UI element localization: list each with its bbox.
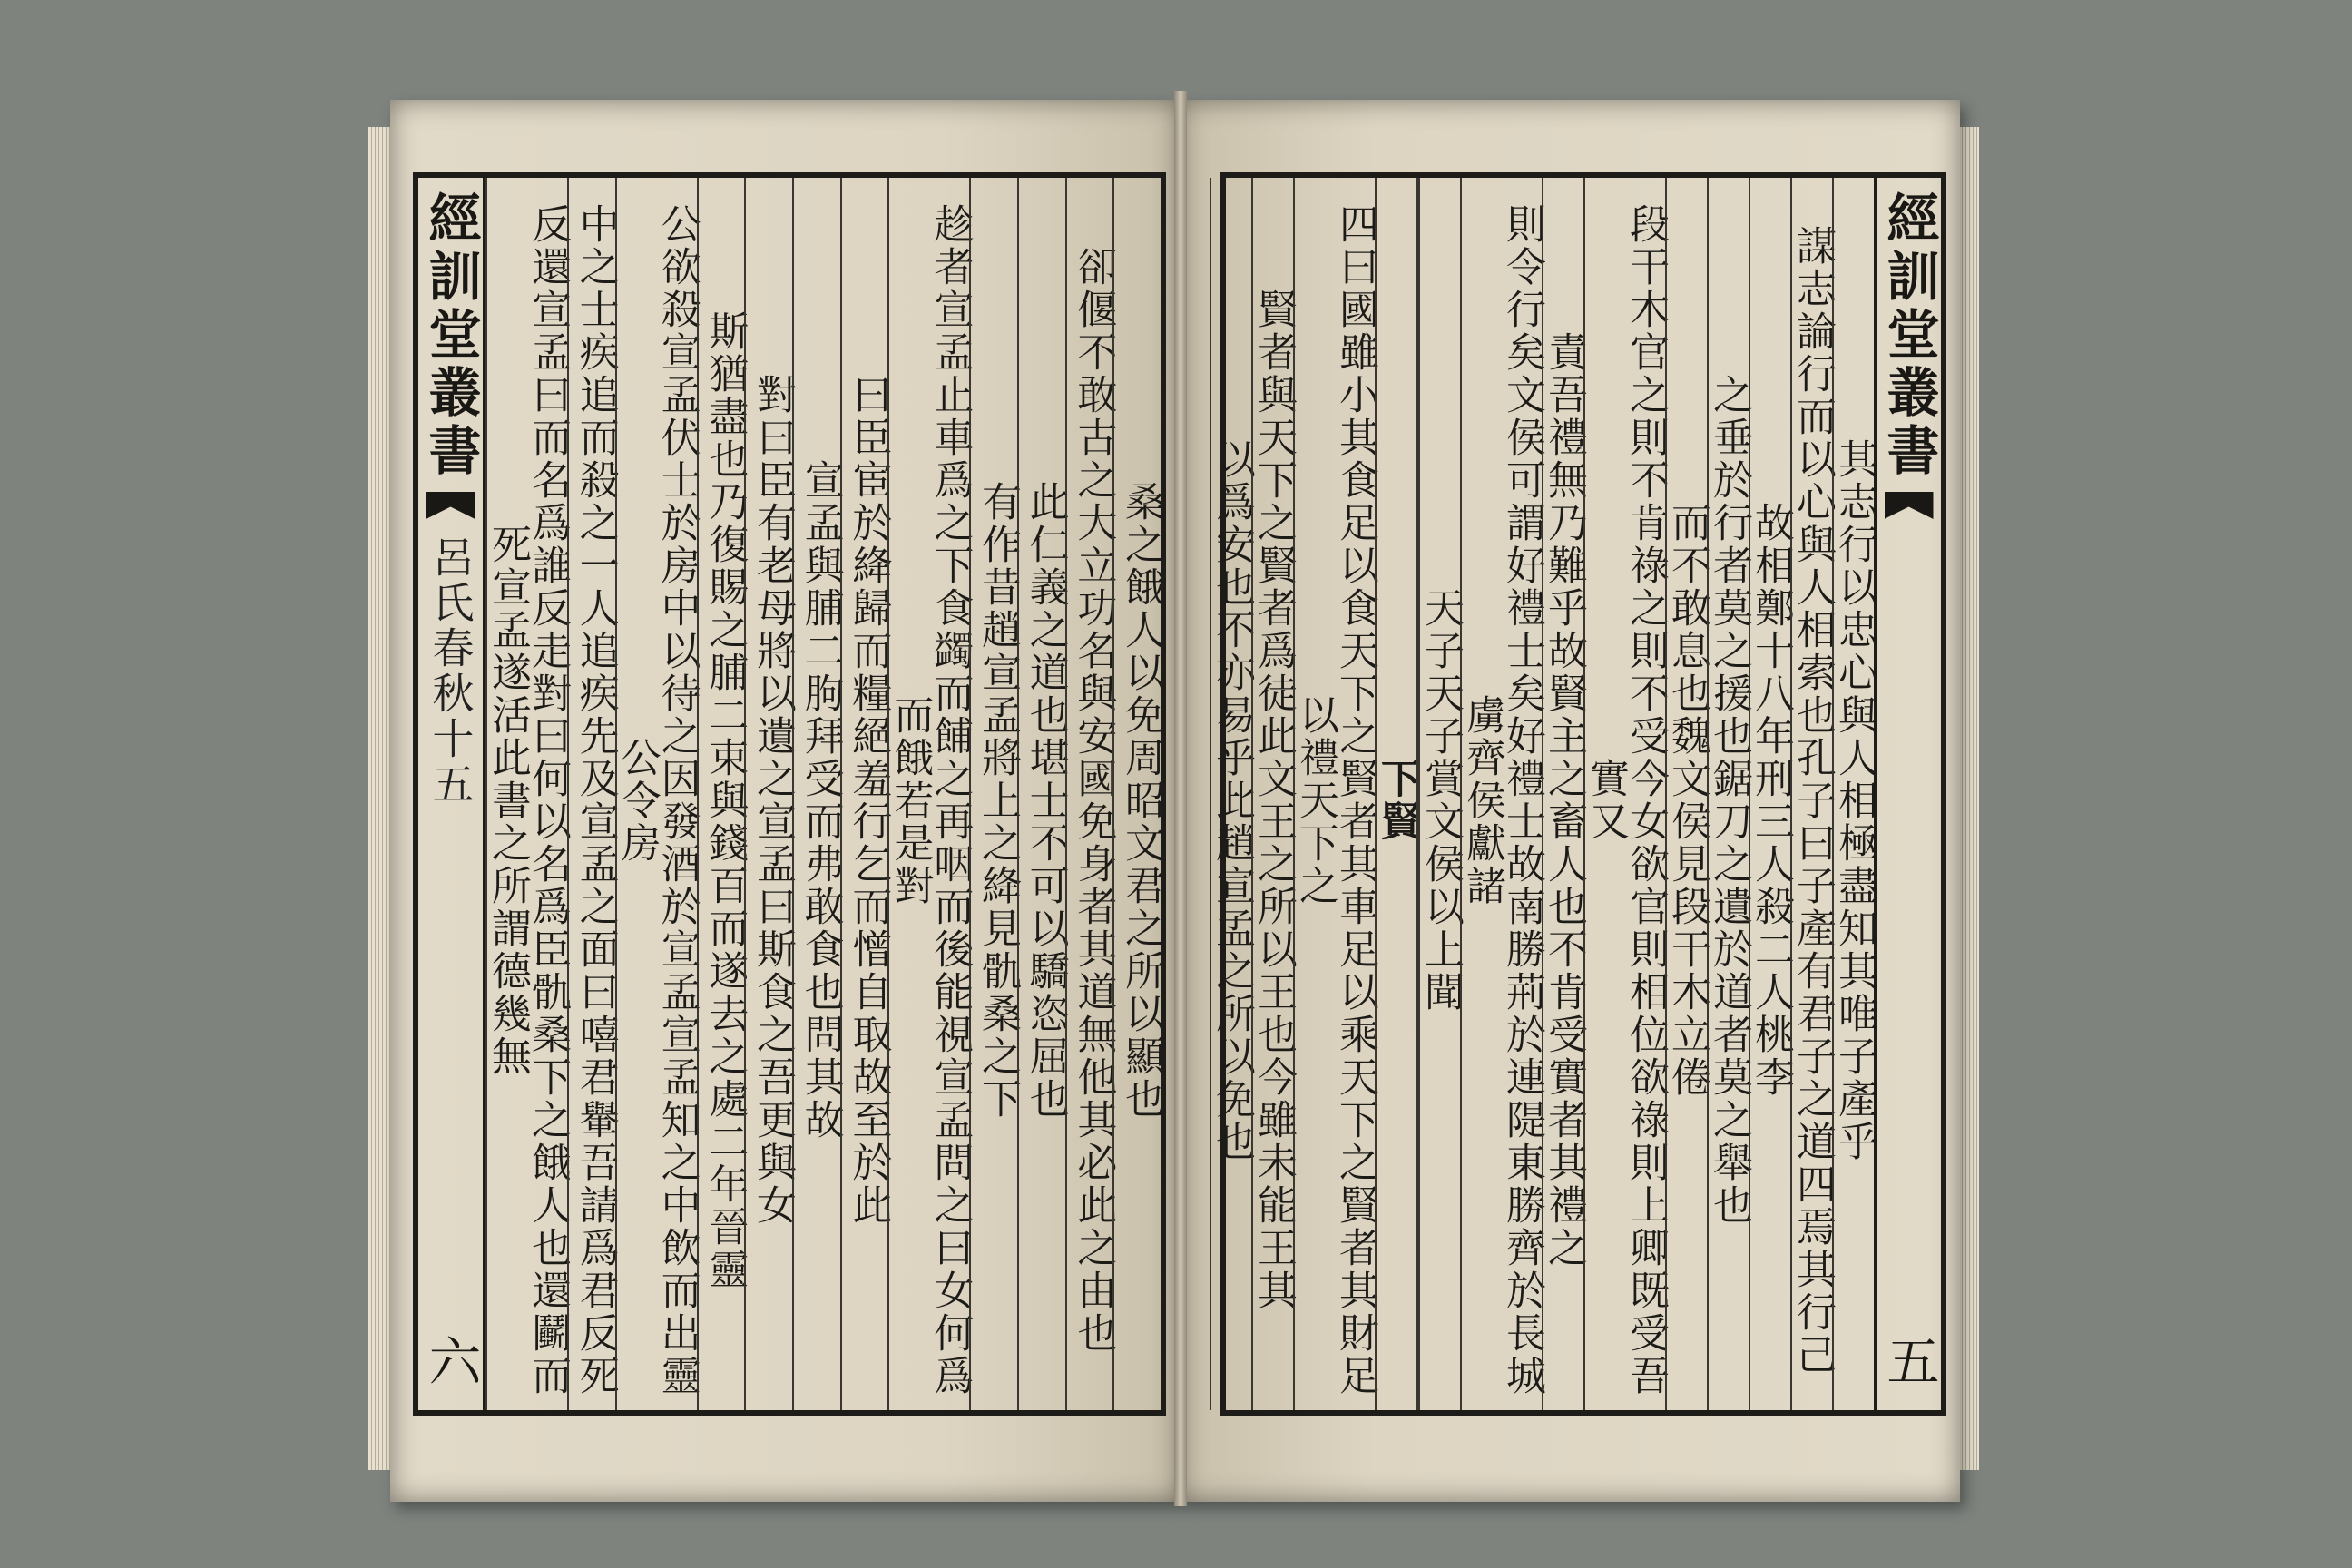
text-column: 有作昔趙宣孟將上之絳見骩桑之下 [969, 178, 1017, 1410]
text-column: 謀志論行而以心與人相索也孔子曰子產有君子之道四焉其行己 [1790, 178, 1832, 1410]
book-spine [1174, 91, 1187, 1506]
page-stack-left [368, 127, 392, 1470]
text-column: 而不敢息也魏文侯見段干木立倦 [1665, 178, 1707, 1410]
left-text-frame [413, 172, 1166, 1416]
right-text-frame [1209, 172, 1946, 1416]
left-banner [418, 178, 485, 1410]
text-column: 斯猶盡也乃復賜之脯二束與錢百而遂去之處二年晉靈 [697, 178, 745, 1410]
right-text-columns [1209, 178, 1877, 1410]
text-column: 此仁義之道也堪士不可以驕恣屈也 [1017, 178, 1065, 1410]
text-column: 四曰國雖小其食足以食天下之賢者其車足以乘天下之賢者其財足以禮天下之 [1293, 178, 1375, 1410]
text-column: 責吾禮無乃難乎故賢主之畜人也不肯受實者其禮之 [1542, 178, 1583, 1410]
right-banner-title: 經訓堂叢書 [1877, 191, 1940, 481]
left-text-columns [484, 178, 1164, 1410]
right-banner [1874, 178, 1941, 1410]
text-column: 桑之餓人以免周昭文君之所以顯也 [1112, 178, 1161, 1410]
text-column: 賢者與天下之賢者爲徒此文王之所以王也今雖未能王其 [1251, 178, 1293, 1410]
text-column: 段干木官之則不肯祿之則不受今女欲官則相位欲祿則上卿既受吾實又 [1583, 178, 1665, 1410]
text-column: 宣孟與脯二朐拜受而弗敢食也問其故 [792, 178, 840, 1410]
fishtail-mark-icon [1885, 492, 1934, 519]
text-column: 公欲殺宣孟伏士於房中以待之因發酒於宣孟宣孟知之中飲而出靈公令房 [615, 178, 697, 1410]
chapter-heading: 下賢 [1375, 178, 1416, 1410]
text-column: 故相鄭十八年刑三人殺二人桃李 [1749, 178, 1790, 1410]
text-column: 其志行以忠心與人相極盡知其唯子產乎 [1832, 178, 1874, 1410]
text-column: 以爲安也不亦易乎此趙宣孟之所以免也 [1210, 178, 1251, 1410]
text-column: 之垂於行者莫之援也鋸刀之遺於道者莫之舉也 [1707, 178, 1749, 1410]
fishtail-mark-icon [426, 492, 475, 519]
left-banner-subtitle: 呂氏春秋十五 [426, 535, 475, 808]
left-banner-title: 經訓堂叢書 [419, 191, 482, 481]
text-column: 曰臣宦於絳歸而糧絕羞行乞而憎自取故至於此 [840, 178, 888, 1410]
text-column: 天子天子賞文侯以上聞 [1418, 178, 1460, 1410]
text-column: 中之士疾追而殺之一人追疾先及宣孟之面曰嘻君轝吾請爲君反死 [567, 178, 615, 1410]
text-column: 趁者宣孟止車爲之下食蠲而餔之再咽而後能視宣孟問之曰女何爲而餓若是對 [887, 178, 969, 1410]
text-column: 卻偃不敢古之大立功名與安國免身者其道無他其必此之由也 [1065, 178, 1113, 1410]
right-page-number: 五 [1877, 1334, 1940, 1387]
left-page-number: 六 [419, 1334, 482, 1387]
text-column: 則令行矣文侯可謂好禮士矣好禮士故南勝荊於連隄東勝齊於長城虜齊侯獻諸 [1460, 178, 1542, 1410]
text-column: 反還宣孟曰而名爲誰反走對曰何以名爲臣骩桑下之餓人也還鬬而死宣孟遂活此書之所謂德幾無 [485, 178, 567, 1410]
text-column: 對曰臣有老母將以遺之宣孟曰斯食之吾更與女 [744, 178, 792, 1410]
